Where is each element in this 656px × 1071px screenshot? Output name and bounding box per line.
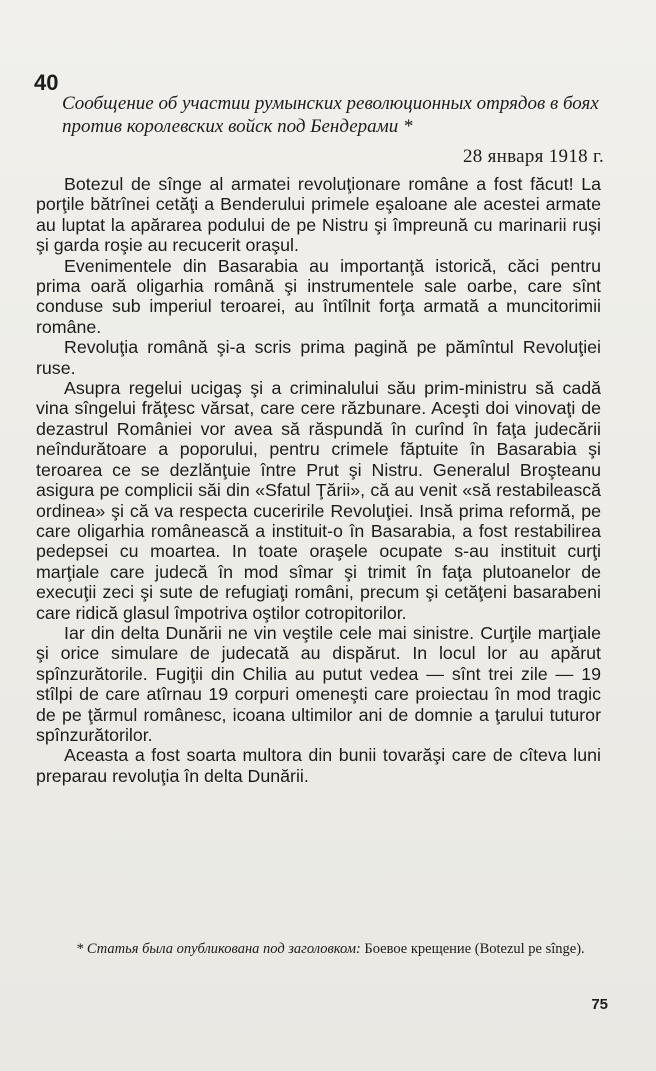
document-date: 28 января 1918 г. [462, 146, 604, 167]
paragraph: Iar din delta Dunării ne vin veştile cele mai sinistre. Curţile marţiale şi orice simulare de judecată au dispărut. In locul lor au apărut spînzurătorile. Fugiţii din Chilia au putut vedea — sînt trei zile — 19 stîlpi de care atîrnau 19 corpuri omeneşti care proiectau în mod tragic de pe ţărmul românesc, icoana ultimilor ani de domnie a ţarului tuturor spînzurătorilor. [36, 622, 601, 745]
page-number-top: 40 [34, 70, 59, 95]
footnote [36, 940, 601, 959]
footnote-text: Боевое крещение (Botezul pe sînge). [360, 941, 585, 957]
paragraph: Revoluţia română şi-a scris prima pagină pe pămîntul Revoluţiei ruse. [36, 337, 601, 378]
paragraph: Evenimentele din Basarabia au importanţă istorică, căci pentru prima oară oligarhia română şi instrumentele sale oarbe, care sînt conduse sub imperiul teroarei, au întîlnit forţa armată a muncitorimii române. [36, 255, 601, 337]
body-text [36, 174, 601, 786]
footnote-label: * Статья была опубликована под заголовком: [76, 941, 361, 957]
document-heading: Сообщение об участии румынских революционных отрядов в боях против королевских войск под Бендерами * [62, 93, 599, 137]
paragraph: Aceasta a fost soarta multora din bunii tovarăşi care de cîteva luni preparau revoluţia în delta Dunării. [36, 745, 601, 786]
page-number-bottom: 75 [591, 996, 608, 1013]
paragraph: Botezul de sînge al armatei revoluţionare române a fost făcut! La porţile bătrînei cetăţi a Benderului primele eşaloane ale acestei armate au luptat la apărarea podului de pe Nistru şi împreună cu marinarii ruşi şi garda roşie au recucerit oraşul. [36, 174, 601, 256]
paragraph: Asupra regelui ucigaş şi a criminalului său prim-ministru să cadă vina sîngelui frăţesc vărsat, care cere răzbunare. Aceşti doi vinovaţi de dezastrul României vor avea să răspundă în curînd în faţa judecării neîndurătoare a poporului, pentru crimele făptuite în Basarabia şi teroarea ce se dezlănţuie între Prut şi Nistru. Generalul Broşteanu asigura pe complicii săi din «Sfatul Ţării», că au venit «să restabilească ordinea» şi că va respecta cuceririle Revoluţiei. Insă prima reformă, pe care oligarhia românească a instituit-o în Basarabia, a fost restabilirea pedepsei cu moartea. In toate oraşele ocupate s-au instituit curţi marţiale care judecă în mod sîmar şi trimit în faţa plutoanelor de execuţii zeci şi sute de refugiaţi români, precum şi cetăţeni basarabeni care ridică glasul împotriva oştilor cotropitorilor. [36, 378, 601, 623]
